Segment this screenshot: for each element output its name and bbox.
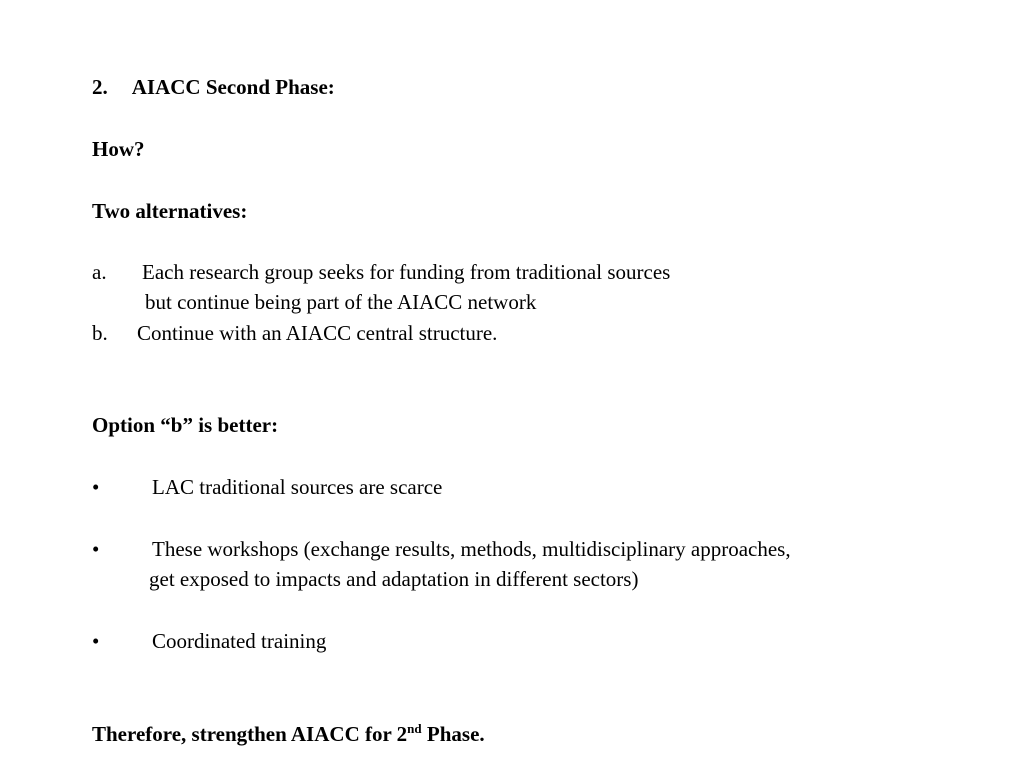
option-label: Option “b” is better: bbox=[92, 413, 279, 437]
bullet-marker: • bbox=[92, 475, 100, 499]
conclusion bbox=[92, 722, 485, 745]
conclusion-prefix: Therefore, strengthen AIACC for 2 bbox=[92, 722, 408, 746]
bullet-text: Coordinated training bbox=[152, 629, 327, 653]
alternative-a-marker: a. bbox=[92, 260, 107, 284]
bullet-text: LAC traditional sources are scarce bbox=[152, 475, 443, 499]
alternative-b-text: Continue with an AIACC central structure. bbox=[137, 321, 498, 345]
alternative-a bbox=[92, 262, 670, 283]
alternative-a-continuation: but continue being part of the AIACC network bbox=[145, 290, 537, 314]
bullet-continuation: get exposed to impacts and adaptation in different sectors) bbox=[149, 567, 639, 591]
bullet-marker: • bbox=[92, 537, 100, 561]
section-heading bbox=[92, 77, 335, 98]
conclusion-suffix: Phase. bbox=[421, 722, 485, 746]
bullet-item bbox=[92, 631, 326, 652]
alternative-a-text: Each research group seeks for funding from traditional sources bbox=[142, 260, 671, 284]
bullet-item bbox=[92, 477, 442, 498]
conclusion-superscript: nd bbox=[407, 721, 422, 736]
alternative-b-marker: b. bbox=[92, 321, 108, 345]
section-title: AIACC Second Phase: bbox=[131, 75, 335, 99]
bullet-text: These workshops (exchange results, methods, multidisciplinary approaches, bbox=[152, 537, 791, 561]
how-label: How? bbox=[92, 137, 145, 161]
section-number: 2. bbox=[92, 75, 108, 99]
alternatives-label: Two alternatives: bbox=[92, 199, 248, 223]
bullet-item bbox=[92, 539, 791, 560]
bullet-marker: • bbox=[92, 629, 100, 653]
alternative-b bbox=[92, 323, 497, 344]
